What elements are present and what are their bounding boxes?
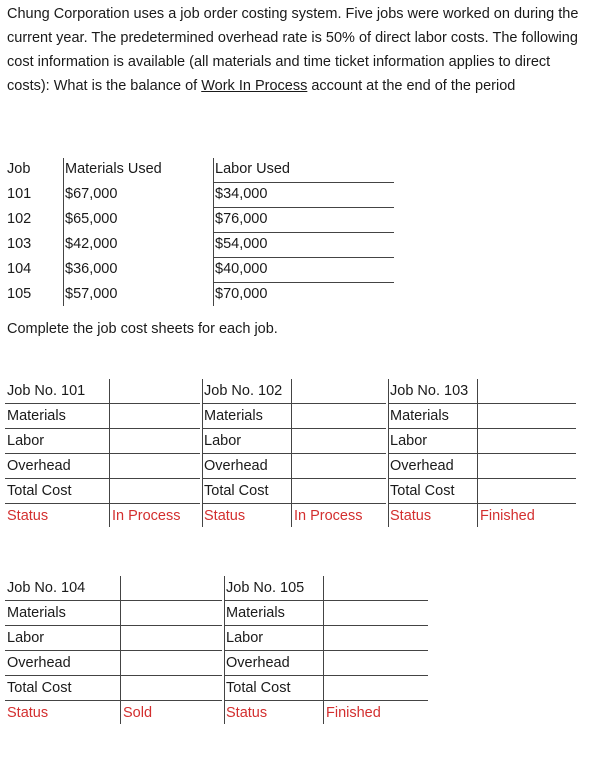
sheet-rule	[388, 403, 576, 404]
total-cost-label: Total Cost	[204, 483, 269, 499]
sheet-rule	[388, 478, 576, 479]
table-rule	[213, 182, 394, 183]
materials-label: Materials	[204, 408, 263, 424]
job-cell: 101	[7, 186, 32, 202]
materials-label: Materials	[7, 408, 66, 424]
header-materials-used: Materials Used	[65, 161, 162, 177]
labor-cell: $54,000	[215, 236, 268, 252]
materials-label: Materials	[390, 408, 449, 424]
materials-cell: $57,000	[65, 286, 118, 302]
status-label: Status	[7, 508, 49, 524]
table-rule	[213, 257, 394, 258]
header-job: Job	[7, 161, 31, 177]
job-sheet-title: Job No. 102	[204, 383, 283, 399]
sheet-rule	[224, 700, 428, 701]
status-label: Status	[7, 705, 49, 721]
job-status-value: Sold	[123, 705, 153, 721]
materials-label: Materials	[226, 605, 285, 621]
job-sheet-title: Job No. 101	[7, 383, 86, 399]
total-cost-label: Total Cost	[226, 680, 291, 696]
overhead-label: Overhead	[7, 655, 71, 671]
sheet-rule	[5, 700, 222, 701]
materials-cell: $67,000	[65, 186, 118, 202]
sheet-rule	[5, 503, 200, 504]
materials-cell: $42,000	[65, 236, 118, 252]
table-divider	[63, 158, 64, 306]
job-sheet-title: Job No. 104	[7, 580, 86, 596]
overhead-label: Overhead	[226, 655, 290, 671]
job-status-value: Finished	[480, 508, 535, 524]
job-cell: 105	[7, 286, 32, 302]
job-sheet-title: Job No. 103	[390, 383, 469, 399]
labor-label: Labor	[226, 630, 264, 646]
header-labor-used: Labor Used	[215, 161, 290, 177]
sheet-rule	[5, 453, 200, 454]
labor-label: Labor	[390, 433, 428, 449]
sheet-rule	[388, 453, 576, 454]
sheet-rule	[202, 453, 386, 454]
question-text	[7, 2, 592, 98]
sheet-rule	[388, 428, 576, 429]
status-label: Status	[390, 508, 432, 524]
materials-cell: $36,000	[65, 261, 118, 277]
labor-cell: $76,000	[215, 211, 268, 227]
job-cell: 102	[7, 211, 32, 227]
sheet-rule	[224, 625, 428, 626]
materials-cell: $65,000	[65, 211, 118, 227]
sheet-rule	[5, 625, 222, 626]
total-cost-label: Total Cost	[390, 483, 455, 499]
labor-label: Labor	[204, 433, 242, 449]
status-label: Status	[204, 508, 246, 524]
sheet-rule	[224, 600, 428, 601]
total-cost-label: Total Cost	[7, 680, 72, 696]
table-rule	[213, 282, 394, 283]
instruction-text: Complete the job cost sheets for each job.	[7, 321, 278, 337]
sheet-rule	[388, 503, 576, 504]
job-status-value: In Process	[294, 508, 363, 524]
table-rule	[213, 207, 394, 208]
sheet-rule	[202, 403, 386, 404]
labor-cell: $34,000	[215, 186, 268, 202]
sheet-rule	[5, 600, 222, 601]
labor-label: Labor	[7, 630, 45, 646]
overhead-label: Overhead	[7, 458, 71, 474]
question-text-before: Chung Corporation uses a job order costing system. Five jobs were worked on during the current year. The predetermined overhead rate is 50% of direct labor costs. The following cost information is available (all materials and time ticket information applies to direct costs): What is the balance of	[7, 6, 579, 94]
job-status-value: Finished	[326, 705, 381, 721]
total-cost-label: Total Cost	[7, 483, 72, 499]
overhead-label: Overhead	[204, 458, 268, 474]
job-cell: 103	[7, 236, 32, 252]
sheet-rule	[5, 478, 200, 479]
labor-cell: $70,000	[215, 286, 268, 302]
sheet-rule	[202, 428, 386, 429]
materials-label: Materials	[7, 605, 66, 621]
table-rule	[213, 232, 394, 233]
sheet-rule	[5, 428, 200, 429]
status-label: Status	[226, 705, 268, 721]
sheet-rule	[5, 675, 222, 676]
sheet-rule	[5, 650, 222, 651]
sheet-rule	[202, 478, 386, 479]
labor-cell: $40,000	[215, 261, 268, 277]
question-text-after: account at the end of the period	[307, 78, 516, 94]
work-in-process-term: Work In Process	[201, 78, 308, 94]
sheet-rule	[224, 650, 428, 651]
job-cell: 104	[7, 261, 32, 277]
sheet-rule	[202, 503, 386, 504]
sheet-rule	[5, 403, 200, 404]
job-sheet-title: Job No. 105	[226, 580, 305, 596]
sheet-rule	[224, 675, 428, 676]
job-status-value: In Process	[112, 508, 181, 524]
overhead-label: Overhead	[390, 458, 454, 474]
labor-label: Labor	[7, 433, 45, 449]
